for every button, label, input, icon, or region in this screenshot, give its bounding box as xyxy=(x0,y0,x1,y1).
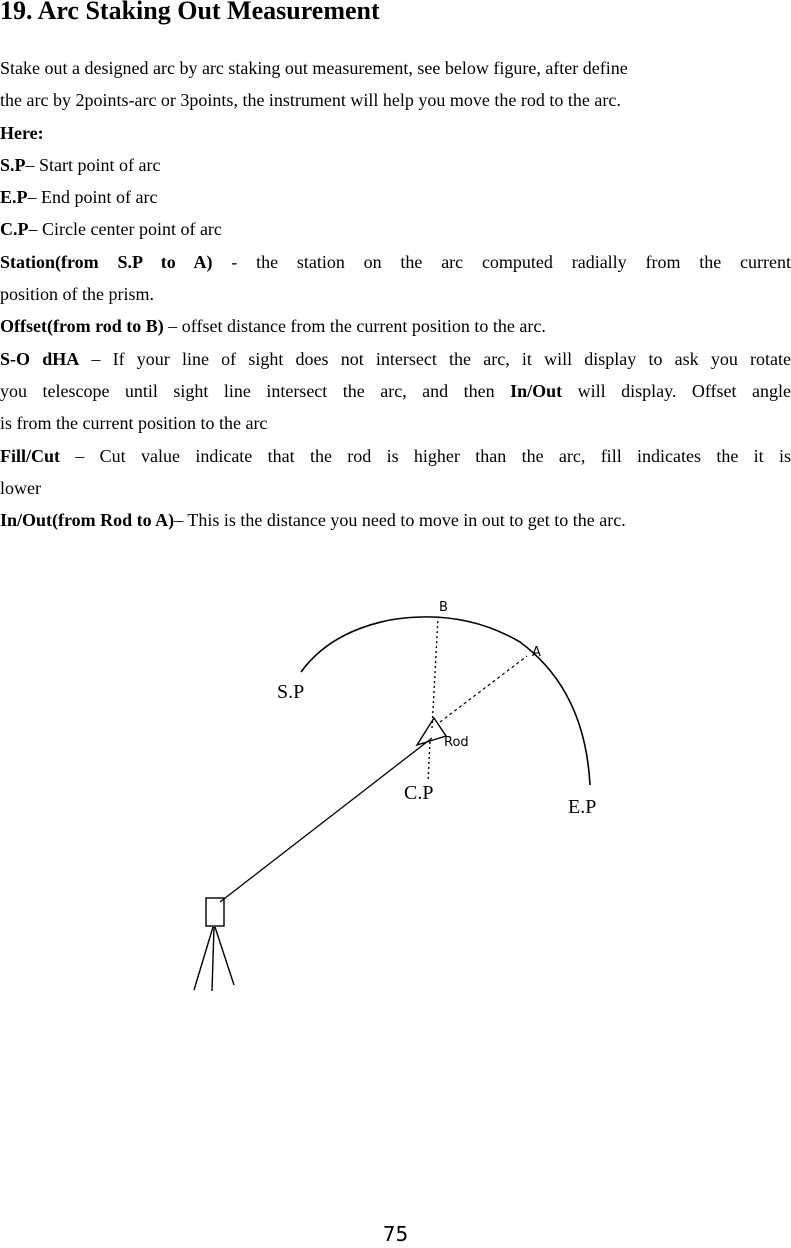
page-number: 75 xyxy=(382,1222,409,1246)
def-term: Station(from S.P to A) xyxy=(0,251,213,272)
rod-to-a-line xyxy=(440,656,527,722)
def-text: - the station on the arc computed radially from the current xyxy=(212,251,791,272)
label-sp: S.P xyxy=(277,681,305,703)
def-term: E.P xyxy=(0,187,28,208)
rod-prism xyxy=(417,718,446,745)
tripod-leg xyxy=(212,927,214,991)
def-text: – If your line of sight does not intersect the arc, it will display to ask you rotate xyxy=(79,348,791,369)
label-b: B xyxy=(439,600,448,615)
sight-line xyxy=(220,738,432,902)
label-ep: E.P xyxy=(568,796,597,818)
def-text: – This is the distance you need to move in out to get to the arc. xyxy=(174,510,626,531)
def-term: S-O dHA xyxy=(0,348,80,369)
intro-line-2: the arc by 2points-arc or 3points, the instrument will help you move the rod to the arc. xyxy=(0,90,621,111)
design-arc xyxy=(301,617,590,785)
def-term: C.P xyxy=(0,219,29,240)
def-text: you telescope until sight line intersect the arc, and then xyxy=(0,380,511,401)
def-text: – Start point of arc xyxy=(25,154,161,175)
intro-line-1: Stake out a designed arc by arc staking out measurement, see below figure, after define xyxy=(0,58,628,78)
label-a: A xyxy=(532,645,541,660)
def-term: S.P xyxy=(0,154,26,175)
def-fillcut-cont: lower xyxy=(0,477,41,498)
rod-to-b-line xyxy=(432,618,438,728)
def-term: In/Out(from Rod to A) xyxy=(0,510,175,531)
def-text: will display. Offset angle xyxy=(562,380,791,401)
def-text: – Cut value indicate that the rod is higher than the arc, fill indicates the it is xyxy=(60,445,791,466)
def-term: Offset(from rod to B) xyxy=(0,316,164,337)
def-station-cont: position of the prism. xyxy=(0,284,154,305)
tripod-leg xyxy=(215,927,234,985)
def-term: Fill/Cut xyxy=(0,445,61,466)
label-cp: C.P xyxy=(404,782,434,804)
instrument-box xyxy=(206,898,224,926)
page-title: 19. Arc Staking Out Measurement xyxy=(0,0,380,25)
label-rod: Rod xyxy=(444,735,469,750)
def-text: – Circle center point of arc xyxy=(28,219,222,240)
here-heading: Here: xyxy=(0,122,44,143)
def-text: – offset distance from the current position to the arc. xyxy=(163,316,546,337)
def-sodha-cont-2: is from the current position to the arc xyxy=(0,413,268,434)
def-inline-term: In/Out xyxy=(510,380,563,401)
rod-to-cp-line xyxy=(428,742,430,782)
tripod-leg xyxy=(194,927,213,990)
def-text: – End point of arc xyxy=(27,187,158,208)
